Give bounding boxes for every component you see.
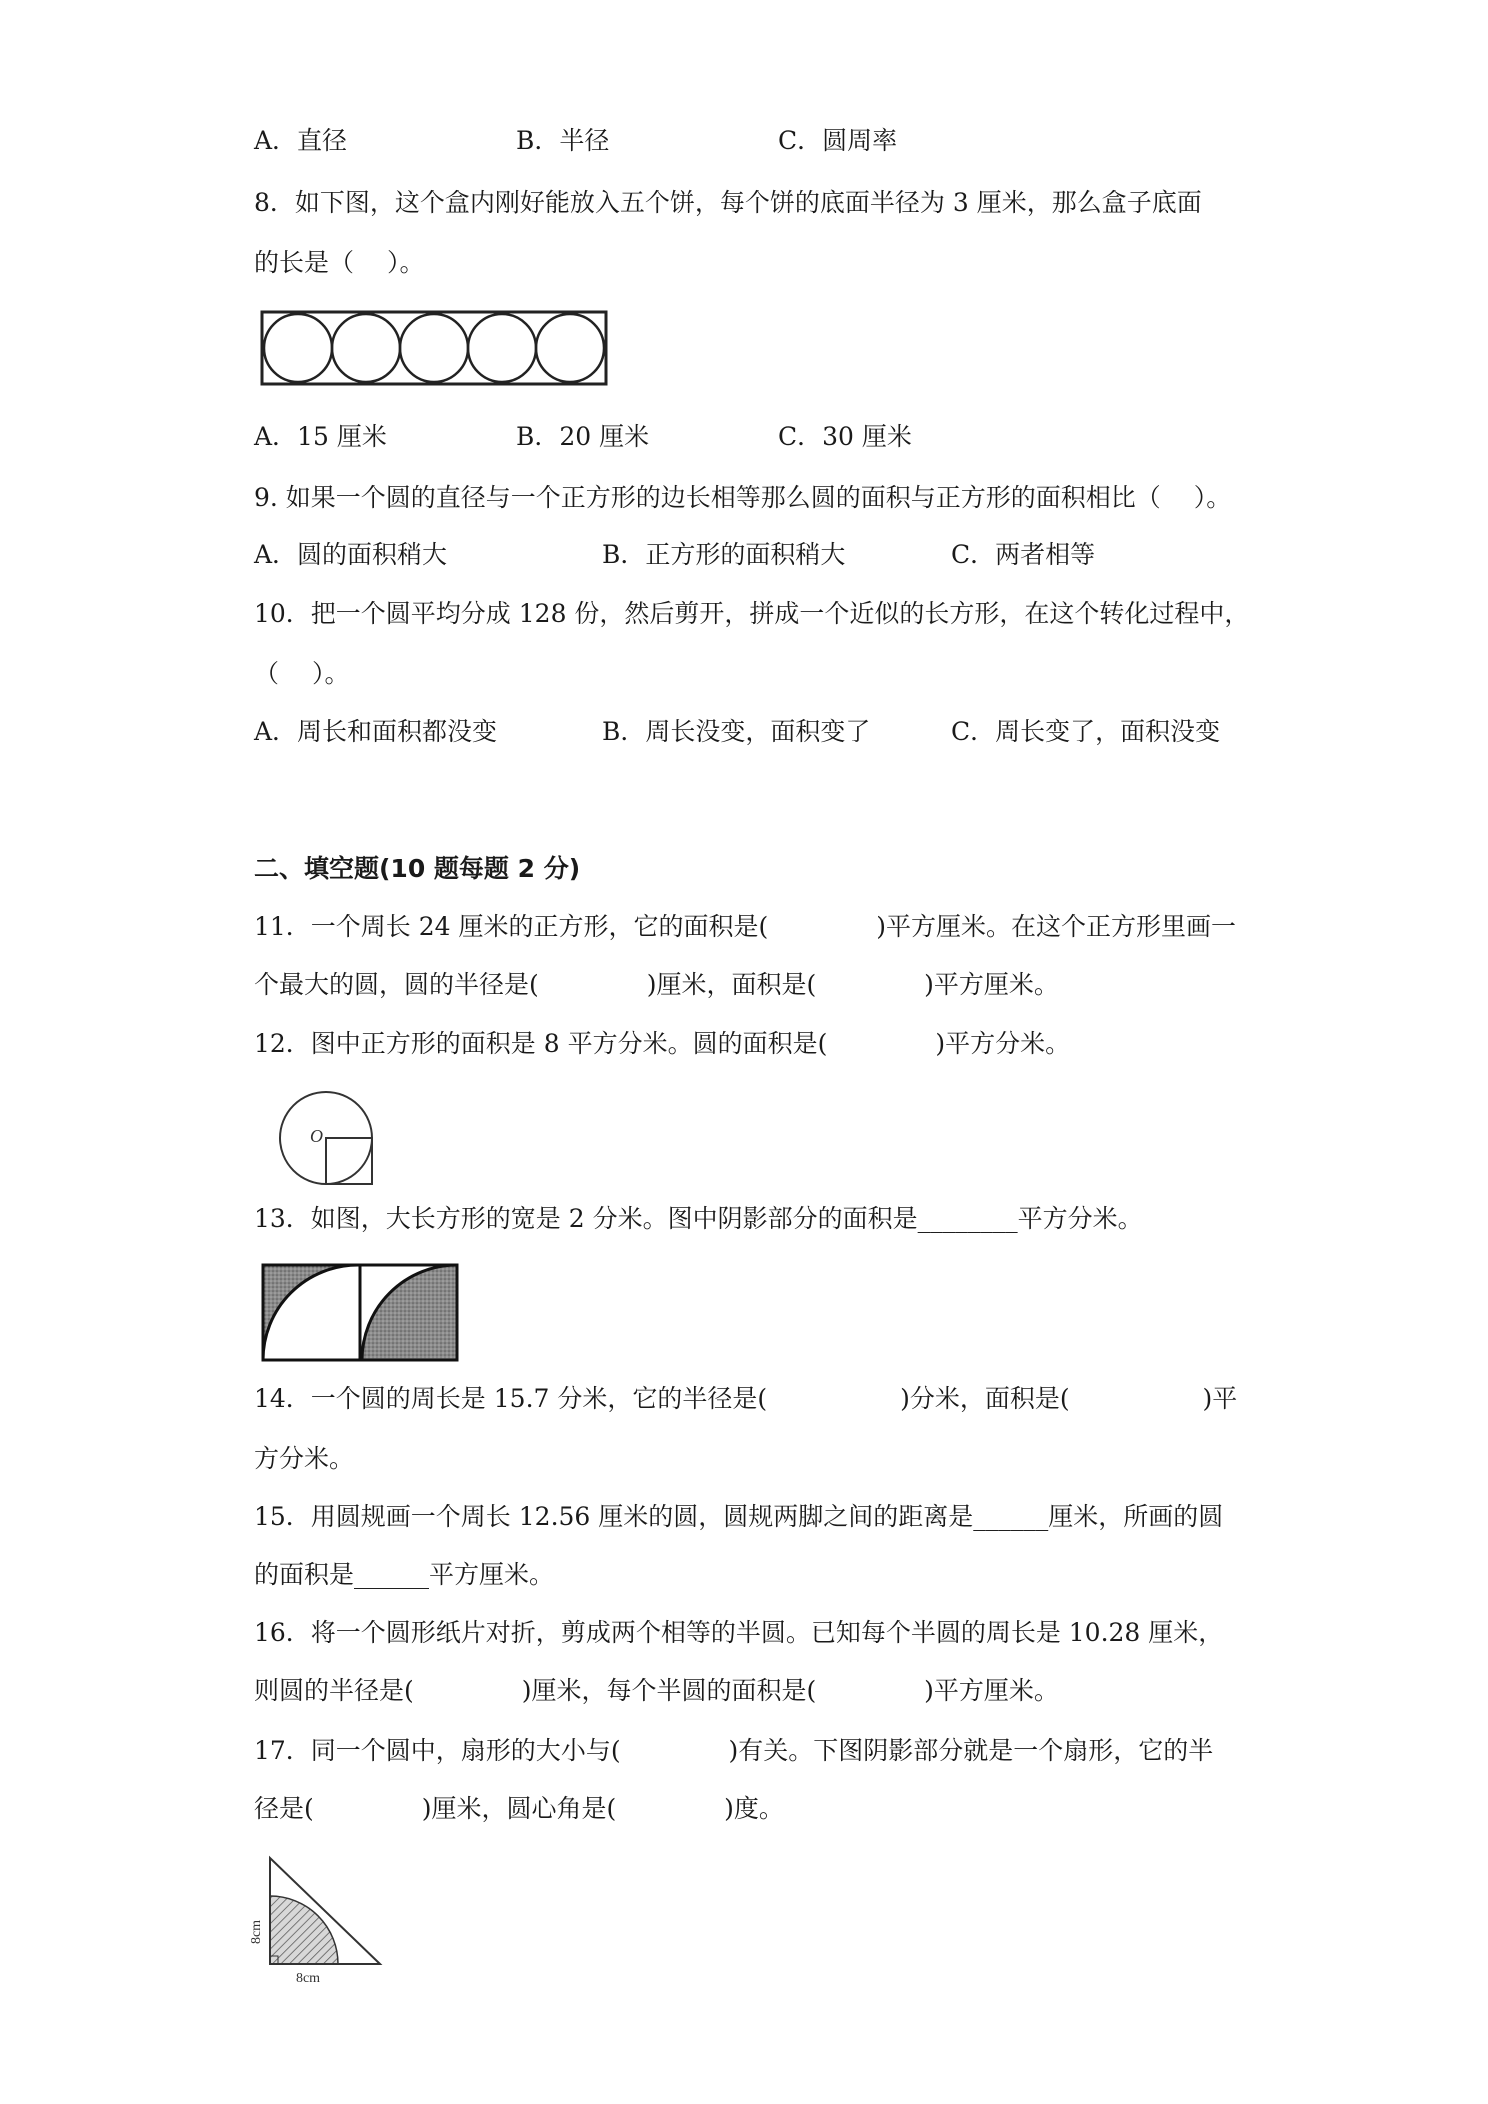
q13-rectangle-figure <box>260 1262 460 1362</box>
q13-text-line1: 13．如图，大长方形的宽是 2 分米。图中阴影部分的面积是________平方分米。 <box>254 1204 1143 1233</box>
q10-option-a: A．周长和面积都没变 <box>254 717 498 746</box>
q17-fig-label-side: 8cm <box>249 1919 264 1945</box>
q8-option-a: A．15 厘米 <box>254 422 387 451</box>
q9-option-b: B．正方形的面积稍大 <box>602 540 846 569</box>
q15-text-line2: 的面积是______平方厘米。 <box>254 1560 555 1589</box>
q17-text-line2: 径是( )厘米，圆心角是( )度。 <box>254 1794 784 1823</box>
q8-option-b: B．20 厘米 <box>516 422 650 451</box>
q16-text-line2: 则圆的半径是( )厘米，每个半圆的面积是( )平方厘米。 <box>254 1676 1059 1705</box>
q16-text-line1: 16．将一个圆形纸片对折，剪成两个相等的半圆。已知每个半圆的周长是 10.28 厘米， <box>254 1618 1224 1647</box>
q10-text-line2: （ ）。 <box>254 659 350 688</box>
q14-text-line1: 14．一个圆的周长是 15.7 分米，它的半径是( )分米，面积是( )平 <box>254 1384 1238 1413</box>
q8-text-line1: 8．如下图，这个盒内刚好能放入五个饼，每个饼的底面半径为 3 厘米，那么盒子底面 <box>254 188 1202 217</box>
q9-option-a: A．圆的面积稍大 <box>254 540 448 569</box>
q9-text-line1: 9. 如果一个圆的直径与一个正方形的边长相等那么圆的面积与正方形的面积相比（ ）。 <box>254 483 1232 512</box>
q14-text-line2: 方分米。 <box>254 1444 355 1473</box>
section-title: 二、填空题(10 题每题 2 分) <box>254 854 581 883</box>
q7-option-a: A．直径 <box>254 126 348 155</box>
q7-option-b: B．半径 <box>516 126 610 155</box>
q12-circle-square-figure <box>276 1086 380 1190</box>
q10-text-line1: 10．把一个圆平均分成 128 份，然后剪开，拼成一个近似的长方形，在这个转化过程中， <box>254 599 1250 628</box>
q8-box-figure <box>260 310 608 386</box>
q9-option-c: C．两者相等 <box>951 540 1096 569</box>
q10-option-c: C．周长变了，面积没变 <box>951 717 1221 746</box>
q17-triangle-sector-figure <box>248 1852 388 1988</box>
q17-fig-label-bottom: 8cm <box>295 1971 321 1986</box>
q8-option-c: C．30 厘米 <box>778 422 912 451</box>
q7-option-c: C．圆周率 <box>778 126 898 155</box>
q12-text-line1: 12．图中正方形的面积是 8 平方分米。圆的面积是( )平方分米。 <box>254 1029 1071 1058</box>
q11-text-line2: 个最大的圆，圆的半径是( )厘米，面积是( )平方厘米。 <box>254 970 1059 999</box>
q15-text-line1: 15．用圆规画一个周长 12.56 厘米的圆，圆规两脚之间的距离是______厘米，所画的圆 <box>254 1502 1224 1531</box>
q17-text-line1: 17．同一个圆中，扇形的大小与( )有关。下图阴影部分就是一个扇形，它的半 <box>254 1736 1214 1765</box>
q11-text-line1: 11．一个周长 24 厘米的正方形，它的面积是( )平方厘米。在这个正方形里画一 <box>254 912 1236 941</box>
q12-fig-label-o: O <box>310 1126 323 1146</box>
q8-text-line2: 的长是（ ）。 <box>254 248 425 277</box>
q10-option-b: B．周长没变，面积变了 <box>602 717 871 746</box>
